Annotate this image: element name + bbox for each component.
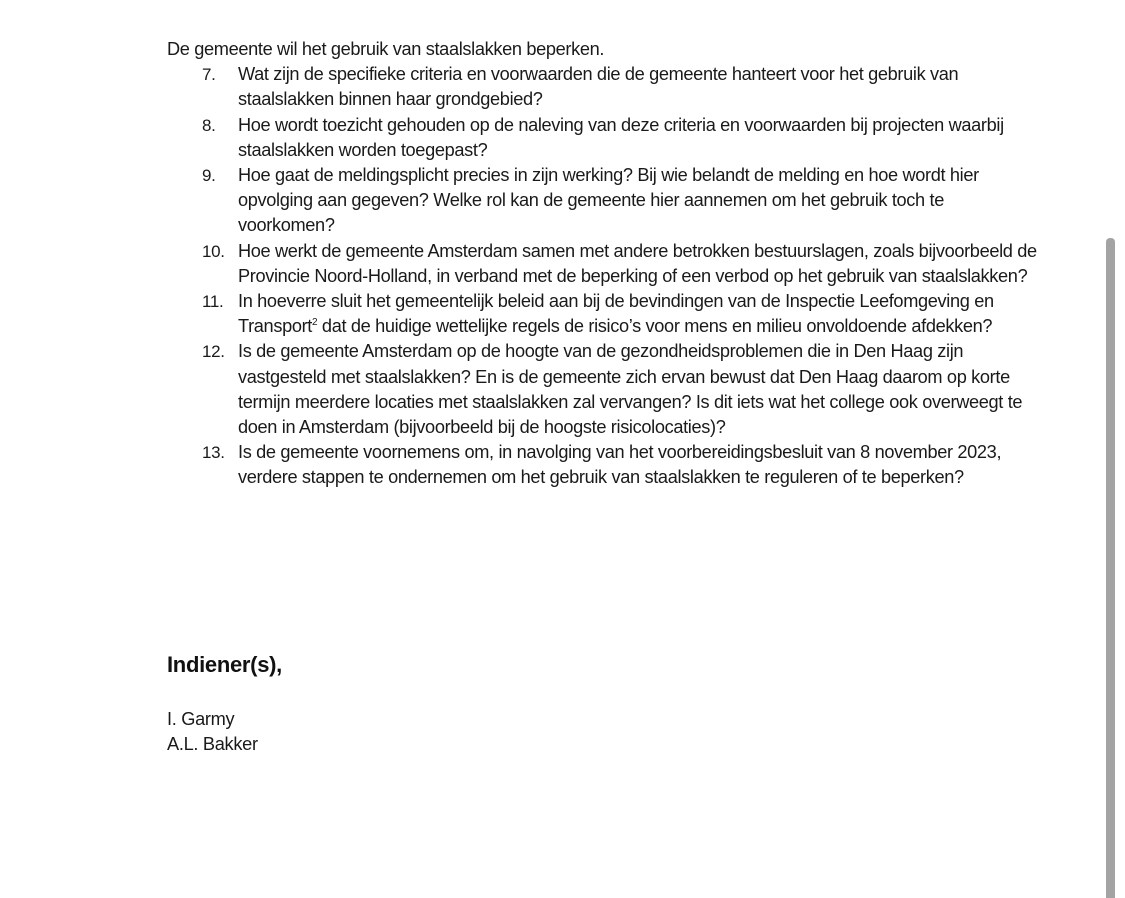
document-body [167, 37, 1047, 491]
question-text-part: In hoeverre sluit het gemeentelijk beleid aan bij de bevindingen van de Inspectie Leefomgeving en Transport [238, 291, 994, 337]
footnote-reference[interactable]: 2 [312, 317, 318, 329]
question-number: 10. [202, 241, 225, 261]
question-number: 11. [202, 292, 224, 312]
submitter-name: I. Garmy [167, 709, 235, 729]
question-text: Hoe gaat de meldingsplicht precies in zijn werking? Bij wie belandt de melding en hoe wordt hier opvolging aan gegeven? Welke rol kan de gemeente hier aannemen om het gebruik toch te voorkomen? [238, 165, 979, 236]
question-item [167, 113, 1047, 163]
question-item [167, 239, 1047, 289]
question-text: Is de gemeente Amsterdam op de hoogte van de gezondheidsproblemen die in Den Haag zijn vastgesteld met staalslakken? En is de gemeente zich ervan bewust dat Den Haag daarom op korte termijn meerdere locaties met staalslakken zal vervangen? Is dit iets wat het college ook overweegt te doen in Amsterdam (bijvoorbeeld bij de hoogste risicolocaties)? [238, 341, 1023, 438]
scrollbar-thumb[interactable] [1106, 238, 1115, 898]
question-item [167, 163, 1047, 239]
question-number: 12. [202, 342, 225, 362]
submitters-heading: Indiener(s), [167, 652, 282, 677]
question-item [167, 440, 1047, 490]
question-item [167, 289, 1047, 339]
intro-paragraph: De gemeente wil het gebruik van staalslakken beperken. [167, 39, 605, 59]
question-text: Is de gemeente voornemens om, in navolging van het voorbereidingsbesluit van 8 november 2023, verdere stappen te ondernemen om het gebruik van staalslakken te reguleren of te beperken? [238, 442, 1002, 488]
question-number: 13. [202, 443, 225, 463]
submitters-list [167, 707, 258, 757]
question-text: Hoe werkt de gemeente Amsterdam samen met andere betrokken bestuurslagen, zoals bijvoorbeeld de Provincie Noord-Holland, in verband met de beperking of een verbod op het gebruik van staalslakken? [238, 240, 1037, 286]
question-number: 9. [202, 166, 216, 186]
question-list [167, 62, 1047, 490]
submitter-name: A.L. Bakker [167, 734, 258, 755]
question-text: Hoe wordt toezicht gehouden op de naleving van deze criteria en voorwaarden bij projecten waarbij staalslakken worden toegepast? [238, 114, 1004, 160]
question-text [238, 289, 1047, 339]
question-item [167, 62, 1047, 112]
question-text: Wat zijn de specifieke criteria en voorwaarden die de gemeente hanteert voor het gebruik van staalslakken binnen haar grondgebied? [238, 64, 959, 110]
question-text-part: dat de huidige wettelijke regels de risico’s voor mens en milieu onvoldoende afdekken? [317, 316, 993, 337]
question-number: 7. [202, 65, 216, 85]
question-item [167, 339, 1047, 440]
question-number: 8. [202, 115, 216, 135]
